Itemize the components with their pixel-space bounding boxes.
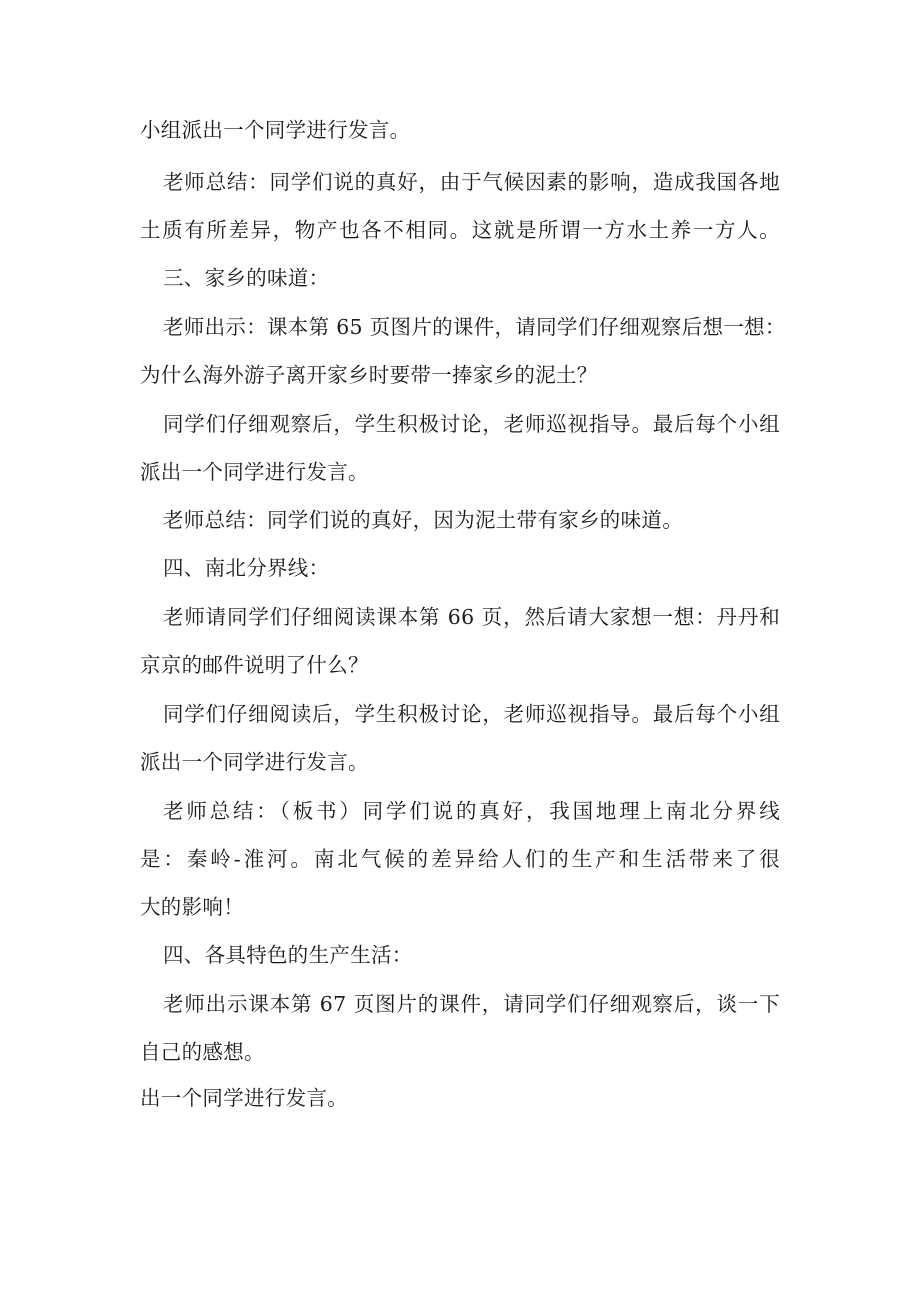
paragraph-line: 大的影响！	[140, 895, 244, 919]
paragraph-line: 老师出示：课本第 65 页图片的课件，请同学们仔细观察后想一想：	[163, 315, 786, 339]
paragraph-line: 老师出示课本第 67 页图片的课件，请同学们仔细观察后，谈一下	[163, 992, 780, 1016]
paragraph-line: 小组派出一个同学进行发言。	[140, 118, 411, 142]
paragraph-line: 老师请同学们仔细阅读课本第 66 页，然后请大家想一想：丹丹和	[163, 605, 780, 629]
paragraph-line: 出一个同学进行发言。	[140, 1086, 348, 1110]
paragraph-line: 老师总结：同学们说的真好，由于气候因素的影响，造成我国各地	[163, 170, 780, 194]
paragraph-line: 同学们仔细观察后，学生积极讨论，老师巡视指导。最后每个小组	[163, 412, 780, 436]
paragraph-line: 土质有所差异，物产也各不相同。这就是所谓一方水土养一方人。	[140, 218, 780, 242]
section-heading: 四、南北分界线：	[163, 556, 330, 580]
section-heading: 四、各具特色的生产生活：	[163, 943, 413, 967]
paragraph-line: 派出一个同学进行发言。	[140, 460, 369, 484]
paragraph-line: 老师总结：同学们说的真好，因为泥土带有家乡的味道。	[163, 508, 683, 532]
paragraph-line: 派出一个同学进行发言。	[140, 750, 369, 774]
paragraph-line: 为什么海外游子离开家乡时要带一捧家乡的泥土？	[140, 363, 598, 387]
section-heading: 三、家乡的味道：	[163, 266, 330, 290]
paragraph-line: 老师总结：（板书）同学们说的真好，我国地理上南北分界线	[163, 799, 780, 823]
paragraph-line: 京京的邮件说明了什么？	[140, 653, 369, 677]
paragraph-line: 自己的感想。	[140, 1040, 265, 1064]
paragraph-line: 是：秦岭-淮河。南北气候的差异给人们的生产和生活带来了很	[140, 847, 780, 871]
paragraph-line: 同学们仔细阅读后，学生积极讨论，老师巡视指导。最后每个小组	[163, 702, 780, 726]
